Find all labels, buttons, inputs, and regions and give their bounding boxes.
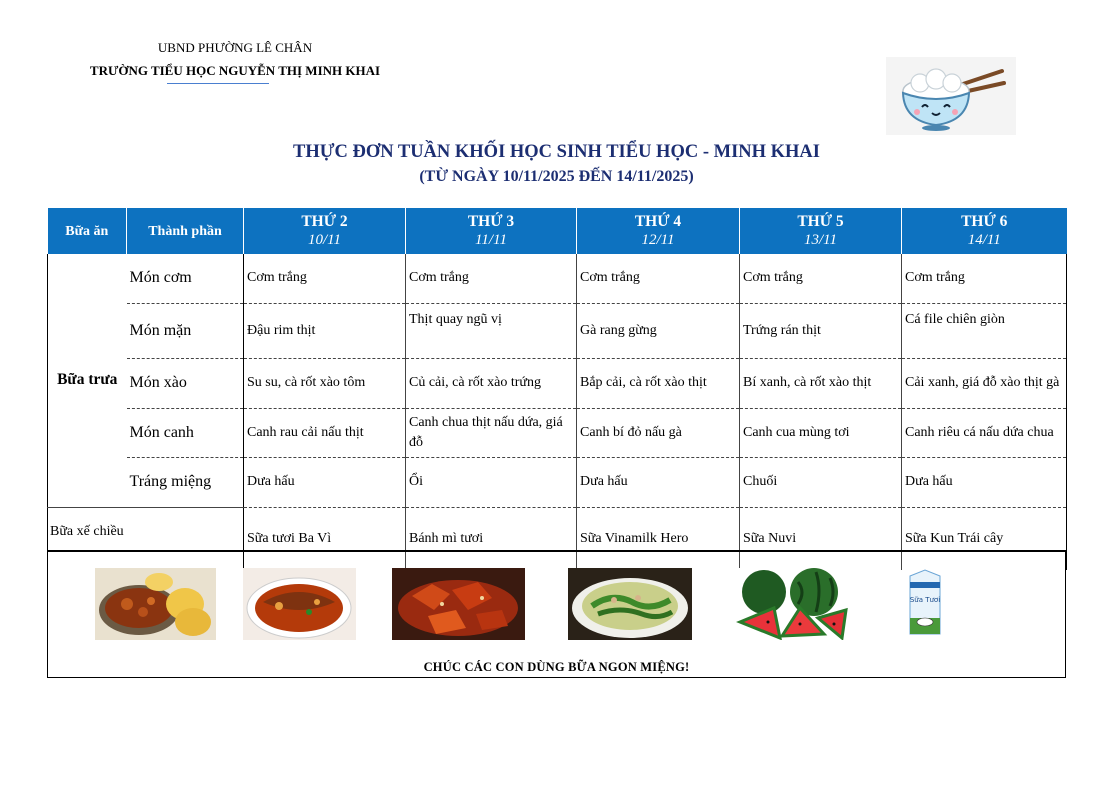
category-cell: Món canh bbox=[127, 408, 244, 458]
food-pictures-panel bbox=[47, 550, 1066, 678]
category-cell: Món mặn bbox=[127, 303, 244, 359]
menu-cell: Sữa Kun Trái cây bbox=[902, 507, 1067, 570]
day-column-header bbox=[577, 208, 740, 254]
table-row bbox=[48, 359, 1067, 409]
menu-cell: Sữa Vinamilk Hero bbox=[577, 507, 740, 570]
menu-cell: Sữa Nuvi bbox=[740, 507, 902, 570]
watermelon-image bbox=[734, 568, 850, 640]
menu-cell: Gà rang gừng bbox=[577, 303, 740, 359]
school-header bbox=[70, 40, 400, 79]
menu-cell: Ổi bbox=[406, 458, 577, 508]
farewell-message: CHÚC CÁC CON DÙNG BỮA NGON MIỆNG! bbox=[423, 660, 690, 674]
table-header-row bbox=[48, 208, 1067, 254]
milk-carton-label: Sữa Tươi bbox=[909, 596, 941, 604]
menu-cell: Canh cua mùng tơi bbox=[740, 408, 902, 458]
menu-cell: Dưa hấu bbox=[244, 458, 406, 508]
day-name: THỨ 3 bbox=[467, 213, 515, 230]
day-name: THỨ 2 bbox=[301, 213, 348, 230]
day-column-header bbox=[406, 208, 577, 254]
menu-cell: Cá file chiên giòn bbox=[902, 303, 1067, 359]
menu-cell: Cơm trắng bbox=[902, 254, 1067, 303]
table-row bbox=[48, 303, 1067, 359]
day-name: THỨ 6 bbox=[961, 213, 1008, 230]
menu-cell: Thịt quay ngũ vị bbox=[406, 303, 577, 359]
table-row bbox=[48, 254, 1067, 303]
milk-carton-image bbox=[904, 568, 946, 640]
rice-bowl-icon bbox=[886, 57, 1016, 135]
day-column-header bbox=[244, 208, 406, 254]
menu-cell: Canh riêu cá nấu dứa chua bbox=[902, 408, 1067, 458]
menu-cell: Cơm trắng bbox=[406, 254, 577, 303]
weekly-menu-table bbox=[47, 208, 1067, 570]
menu-cell: Su su, cà rốt xào tôm bbox=[244, 359, 406, 409]
menu-cell: Chuối bbox=[740, 458, 902, 508]
menu-cell: Cải xanh, giá đỗ xào thịt gà bbox=[902, 359, 1067, 409]
day-date: 13/11 bbox=[803, 232, 838, 248]
authority-name: UBND PHƯỜNG LÊ CHÂN bbox=[157, 40, 313, 55]
day-date: 10/11 bbox=[307, 232, 342, 248]
menu-cell: Canh bí đỏ nấu gà bbox=[577, 408, 740, 458]
day-date: 14/11 bbox=[967, 232, 1001, 248]
menu-cell: Canh chua thịt nấu dứa, giá đỗ bbox=[406, 408, 577, 458]
menu-cell: Cơm trắng bbox=[577, 254, 740, 303]
day-column-header bbox=[902, 208, 1067, 254]
meal-column-header: Bữa ăn bbox=[48, 208, 127, 254]
category-cell: Món xào bbox=[127, 359, 244, 409]
snack-label: Bữa xế chiều bbox=[50, 523, 124, 539]
menu-cell: Bắp cải, cà rốt xào thịt bbox=[577, 359, 740, 409]
vegetable-soup-image bbox=[568, 568, 692, 640]
braised-fish-image bbox=[243, 568, 356, 640]
menu-cell: Dưa hấu bbox=[902, 458, 1067, 508]
menu-date-range: (TỪ NGÀY 10/11/2025 ĐẾN 14/11/2025) bbox=[419, 168, 694, 185]
day-date: 11/11 bbox=[475, 232, 507, 248]
menu-cell: Đậu rim thịt bbox=[244, 303, 406, 359]
day-date: 12/11 bbox=[641, 232, 675, 248]
menu-cell: Trứng rán thịt bbox=[740, 303, 902, 359]
category-cell: Món cơm bbox=[127, 254, 244, 303]
table-row bbox=[48, 408, 1067, 458]
menu-cell: Sữa tươi Ba Vì bbox=[244, 507, 406, 570]
menu-cell: Củ cải, cà rốt xào trứng bbox=[406, 359, 577, 409]
category-cell: Tráng miệng bbox=[127, 458, 244, 508]
stew-with-bread-image bbox=[95, 568, 216, 640]
menu-cell: Dưa hấu bbox=[577, 458, 740, 508]
school-name: TRƯỜNG TIỂU HỌC NGUYỄN THỊ MINH KHAI bbox=[89, 63, 381, 78]
component-column-header: Thành phần bbox=[127, 208, 244, 254]
menu-cell: Cơm trắng bbox=[740, 254, 902, 303]
menu-title: THỰC ĐƠN TUẦN KHỐI HỌC SINH TIỂU HỌC - MINH KHAI bbox=[293, 142, 820, 162]
day-column-header bbox=[740, 208, 902, 254]
menu-cell: Cơm trắng bbox=[244, 254, 406, 303]
day-name: THỨ 4 bbox=[634, 213, 682, 230]
table-row bbox=[48, 458, 1067, 508]
day-name: THỨ 5 bbox=[797, 213, 844, 230]
menu-cell: Canh rau cải nấu thịt bbox=[244, 408, 406, 458]
menu-cell: Bí xanh, cà rốt xào thịt bbox=[740, 359, 902, 409]
menu-cell: Bánh mì tươi bbox=[406, 507, 577, 570]
roasted-chicken-image bbox=[392, 568, 525, 640]
lunch-label: Bữa trưa bbox=[48, 254, 127, 507]
school-name-underline bbox=[167, 83, 269, 84]
